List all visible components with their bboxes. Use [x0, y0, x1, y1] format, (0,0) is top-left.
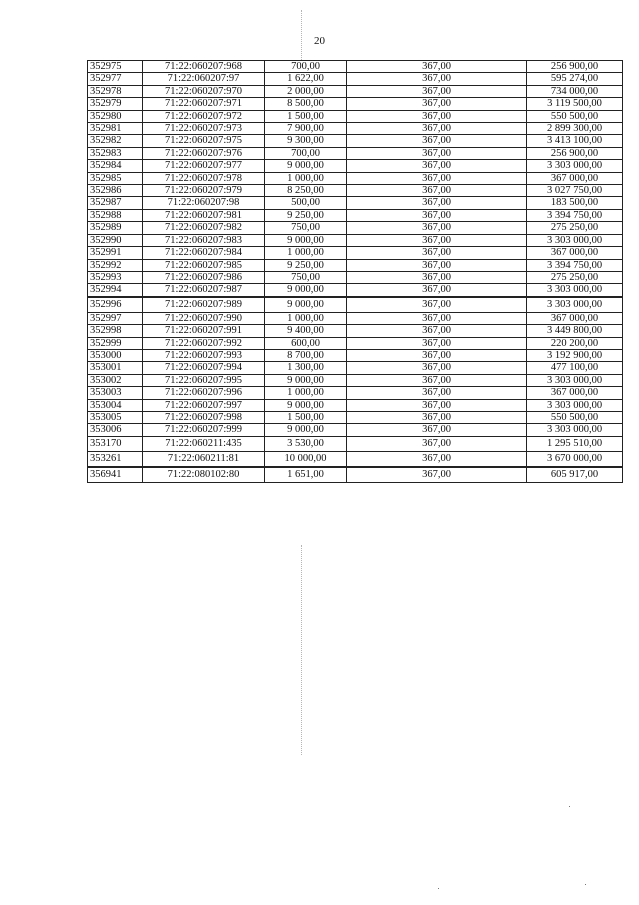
cell-price-per-unit: 367,00	[347, 197, 527, 209]
cell-cadastral-number: 71:22:060207:983	[143, 234, 265, 246]
cell-area: 9 000,00	[265, 374, 347, 386]
cell-price-per-unit: 367,00	[347, 411, 527, 423]
cell-area: 9 250,00	[265, 259, 347, 271]
cell-price-per-unit: 367,00	[347, 362, 527, 374]
cell-area: 9 000,00	[265, 234, 347, 246]
cell-cadastral-number: 71:22:060207:970	[143, 85, 265, 97]
cell-cadastral-number: 71:22:060207:968	[143, 61, 265, 73]
land-plot-table	[87, 60, 623, 483]
cell-total-value: 256 900,00	[527, 61, 623, 73]
cell-total-value: 550 500,00	[527, 411, 623, 423]
cell-total-value: 3 394 750,00	[527, 259, 623, 271]
cell-total-value: 3 303 000,00	[527, 424, 623, 436]
cell-area: 8 700,00	[265, 349, 347, 361]
table-row	[88, 247, 623, 259]
cell-price-per-unit: 367,00	[347, 247, 527, 259]
cell-cadastral-number: 71:22:060207:991	[143, 325, 265, 337]
cell-total-value: 367 000,00	[527, 387, 623, 399]
cell-price-per-unit: 367,00	[347, 172, 527, 184]
land-plot-table-container	[87, 60, 603, 483]
cell-total-value: 3 303 000,00	[527, 284, 623, 297]
land-plot-table-body	[88, 61, 623, 483]
cell-plot-id: 352990	[88, 234, 143, 246]
cell-price-per-unit: 367,00	[347, 349, 527, 361]
table-row	[88, 110, 623, 122]
cell-price-per-unit: 367,00	[347, 259, 527, 271]
table-row	[88, 436, 623, 451]
cell-price-per-unit: 367,00	[347, 451, 527, 467]
cell-total-value: 550 500,00	[527, 110, 623, 122]
cell-plot-id: 352994	[88, 284, 143, 297]
cell-plot-id: 352997	[88, 312, 143, 324]
cell-total-value: 3 119 500,00	[527, 98, 623, 110]
table-row	[88, 85, 623, 97]
cell-plot-id: 352996	[88, 297, 143, 313]
cell-total-value: 275 250,00	[527, 222, 623, 234]
cell-price-per-unit: 367,00	[347, 374, 527, 386]
cell-area: 9 250,00	[265, 209, 347, 221]
table-row	[88, 185, 623, 197]
table-row	[88, 297, 623, 313]
cell-area: 700,00	[265, 61, 347, 73]
table-row	[88, 411, 623, 423]
cell-area: 9 000,00	[265, 424, 347, 436]
cell-price-per-unit: 367,00	[347, 61, 527, 73]
cell-total-value: 1 295 510,00	[527, 436, 623, 451]
table-row	[88, 399, 623, 411]
cell-area: 750,00	[265, 222, 347, 234]
cell-total-value: 220 200,00	[527, 337, 623, 349]
cell-cadastral-number: 71:22:060207:998	[143, 411, 265, 423]
cell-total-value: 2 899 300,00	[527, 123, 623, 135]
cell-total-value: 3 303 000,00	[527, 297, 623, 313]
cell-price-per-unit: 367,00	[347, 234, 527, 246]
cell-total-value: 734 000,00	[527, 85, 623, 97]
cell-cadastral-number: 71:22:060207:993	[143, 349, 265, 361]
cell-plot-id: 353006	[88, 424, 143, 436]
cell-total-value: 3 303 000,00	[527, 399, 623, 411]
cell-total-value: 3 394 750,00	[527, 209, 623, 221]
cell-plot-id: 352992	[88, 259, 143, 271]
cell-price-per-unit: 367,00	[347, 222, 527, 234]
cell-price-per-unit: 367,00	[347, 271, 527, 283]
cell-price-per-unit: 367,00	[347, 387, 527, 399]
table-row	[88, 312, 623, 324]
cell-price-per-unit: 367,00	[347, 337, 527, 349]
cell-cadastral-number: 71:22:060207:971	[143, 98, 265, 110]
cell-total-value: 3 670 000,00	[527, 451, 623, 467]
table-row	[88, 284, 623, 297]
cell-total-value: 3 413 100,00	[527, 135, 623, 147]
cell-cadastral-number: 71:22:060207:975	[143, 135, 265, 147]
cell-area: 500,00	[265, 197, 347, 209]
table-row	[88, 325, 623, 337]
cell-plot-id: 353002	[88, 374, 143, 386]
cell-area: 1 500,00	[265, 411, 347, 423]
cell-cadastral-number: 71:22:060207:979	[143, 185, 265, 197]
cell-price-per-unit: 367,00	[347, 98, 527, 110]
cell-area: 2 000,00	[265, 85, 347, 97]
cell-plot-id: 353004	[88, 399, 143, 411]
cell-area: 1 000,00	[265, 312, 347, 324]
cell-plot-id: 352982	[88, 135, 143, 147]
table-row	[88, 337, 623, 349]
cell-cadastral-number: 71:22:060207:973	[143, 123, 265, 135]
cell-cadastral-number: 71:22:060207:987	[143, 284, 265, 297]
scan-speck	[585, 884, 586, 885]
table-row	[88, 374, 623, 386]
cell-total-value: 3 303 000,00	[527, 374, 623, 386]
cell-price-per-unit: 367,00	[347, 424, 527, 436]
cell-cadastral-number: 71:22:060207:972	[143, 110, 265, 122]
cell-area: 8 250,00	[265, 185, 347, 197]
cell-price-per-unit: 367,00	[347, 73, 527, 85]
table-row	[88, 259, 623, 271]
cell-cadastral-number: 71:22:060207:997	[143, 399, 265, 411]
cell-total-value: 183 500,00	[527, 197, 623, 209]
cell-plot-id: 353001	[88, 362, 143, 374]
scan-fold-line	[301, 10, 302, 60]
cell-plot-id: 353003	[88, 387, 143, 399]
cell-total-value: 3 303 000,00	[527, 234, 623, 246]
scan-speck	[438, 888, 439, 889]
cell-area: 1 300,00	[265, 362, 347, 374]
cell-area: 9 000,00	[265, 160, 347, 172]
table-row	[88, 424, 623, 436]
cell-price-per-unit: 367,00	[347, 135, 527, 147]
page-number: 20	[314, 35, 325, 47]
cell-area: 3 530,00	[265, 436, 347, 451]
cell-total-value: 605 917,00	[527, 467, 623, 483]
cell-cadastral-number: 71:22:060207:992	[143, 337, 265, 349]
cell-total-value: 256 900,00	[527, 147, 623, 159]
cell-price-per-unit: 367,00	[347, 312, 527, 324]
cell-plot-id: 353005	[88, 411, 143, 423]
cell-cadastral-number: 71:22:060207:999	[143, 424, 265, 436]
cell-area: 700,00	[265, 147, 347, 159]
cell-price-per-unit: 367,00	[347, 436, 527, 451]
cell-plot-id: 352983	[88, 147, 143, 159]
cell-area: 1 000,00	[265, 172, 347, 184]
cell-cadastral-number: 71:22:060207:976	[143, 147, 265, 159]
cell-price-per-unit: 367,00	[347, 209, 527, 221]
table-row	[88, 349, 623, 361]
cell-price-per-unit: 367,00	[347, 297, 527, 313]
cell-cadastral-number: 71:22:060207:984	[143, 247, 265, 259]
cell-plot-id: 353170	[88, 436, 143, 451]
cell-area: 1 000,00	[265, 387, 347, 399]
cell-plot-id: 352979	[88, 98, 143, 110]
cell-plot-id: 352987	[88, 197, 143, 209]
cell-plot-id: 352988	[88, 209, 143, 221]
scan-speck	[569, 806, 570, 807]
cell-total-value: 367 000,00	[527, 247, 623, 259]
table-row	[88, 209, 623, 221]
cell-plot-id: 352986	[88, 185, 143, 197]
cell-cadastral-number: 71:22:060207:982	[143, 222, 265, 234]
cell-plot-id: 352999	[88, 337, 143, 349]
cell-area: 1 000,00	[265, 247, 347, 259]
cell-plot-id: 353000	[88, 349, 143, 361]
table-row	[88, 222, 623, 234]
table-row	[88, 451, 623, 467]
cell-total-value: 477 100,00	[527, 362, 623, 374]
cell-cadastral-number: 71:22:060207:996	[143, 387, 265, 399]
cell-total-value: 367 000,00	[527, 172, 623, 184]
table-row	[88, 387, 623, 399]
cell-plot-id: 352985	[88, 172, 143, 184]
cell-price-per-unit: 367,00	[347, 85, 527, 97]
cell-cadastral-number: 71:22:060207:985	[143, 259, 265, 271]
cell-plot-id: 356941	[88, 467, 143, 483]
cell-plot-id: 353261	[88, 451, 143, 467]
cell-area: 10 000,00	[265, 451, 347, 467]
cell-plot-id: 352980	[88, 110, 143, 122]
cell-price-per-unit: 367,00	[347, 147, 527, 159]
cell-area: 8 500,00	[265, 98, 347, 110]
cell-plot-id: 352984	[88, 160, 143, 172]
cell-cadastral-number: 71:22:060207:978	[143, 172, 265, 184]
table-row	[88, 234, 623, 246]
cell-area: 1 500,00	[265, 110, 347, 122]
cell-price-per-unit: 367,00	[347, 123, 527, 135]
cell-cadastral-number: 71:22:060207:994	[143, 362, 265, 374]
cell-total-value: 3 192 900,00	[527, 349, 623, 361]
cell-area: 1 622,00	[265, 73, 347, 85]
table-row	[88, 147, 623, 159]
table-row	[88, 197, 623, 209]
table-row	[88, 362, 623, 374]
cell-plot-id: 352975	[88, 61, 143, 73]
cell-plot-id: 352993	[88, 271, 143, 283]
cell-plot-id: 352991	[88, 247, 143, 259]
cell-cadastral-number: 71:22:080102:80	[143, 467, 265, 483]
table-row	[88, 172, 623, 184]
cell-area: 1 651,00	[265, 467, 347, 483]
cell-price-per-unit: 367,00	[347, 467, 527, 483]
table-row	[88, 61, 623, 73]
cell-price-per-unit: 367,00	[347, 160, 527, 172]
cell-cadastral-number: 71:22:060207:977	[143, 160, 265, 172]
cell-total-value: 595 274,00	[527, 73, 623, 85]
table-row	[88, 160, 623, 172]
cell-area: 600,00	[265, 337, 347, 349]
cell-cadastral-number: 71:22:060207:990	[143, 312, 265, 324]
cell-plot-id: 352977	[88, 73, 143, 85]
table-row	[88, 98, 623, 110]
table-row	[88, 73, 623, 85]
table-row	[88, 123, 623, 135]
table-row	[88, 271, 623, 283]
scan-fold-line	[301, 545, 302, 755]
cell-price-per-unit: 367,00	[347, 284, 527, 297]
cell-price-per-unit: 367,00	[347, 185, 527, 197]
cell-plot-id: 352981	[88, 123, 143, 135]
cell-price-per-unit: 367,00	[347, 399, 527, 411]
table-row	[88, 467, 623, 483]
cell-total-value: 3 449 800,00	[527, 325, 623, 337]
cell-total-value: 367 000,00	[527, 312, 623, 324]
cell-area: 750,00	[265, 271, 347, 283]
cell-total-value: 275 250,00	[527, 271, 623, 283]
cell-cadastral-number: 71:22:060207:97	[143, 73, 265, 85]
cell-price-per-unit: 367,00	[347, 110, 527, 122]
cell-plot-id: 352989	[88, 222, 143, 234]
cell-cadastral-number: 71:22:060207:995	[143, 374, 265, 386]
cell-cadastral-number: 71:22:060207:981	[143, 209, 265, 221]
cell-area: 9 300,00	[265, 135, 347, 147]
cell-cadastral-number: 71:22:060211:435	[143, 436, 265, 451]
cell-total-value: 3 303 000,00	[527, 160, 623, 172]
cell-area: 9 000,00	[265, 399, 347, 411]
cell-cadastral-number: 71:22:060211:81	[143, 451, 265, 467]
cell-plot-id: 352978	[88, 85, 143, 97]
cell-price-per-unit: 367,00	[347, 325, 527, 337]
cell-plot-id: 352998	[88, 325, 143, 337]
cell-cadastral-number: 71:22:060207:98	[143, 197, 265, 209]
cell-area: 7 900,00	[265, 123, 347, 135]
cell-area: 9 000,00	[265, 284, 347, 297]
table-row	[88, 135, 623, 147]
cell-total-value: 3 027 750,00	[527, 185, 623, 197]
cell-cadastral-number: 71:22:060207:989	[143, 297, 265, 313]
cell-area: 9 000,00	[265, 297, 347, 313]
cell-cadastral-number: 71:22:060207:986	[143, 271, 265, 283]
cell-area: 9 400,00	[265, 325, 347, 337]
